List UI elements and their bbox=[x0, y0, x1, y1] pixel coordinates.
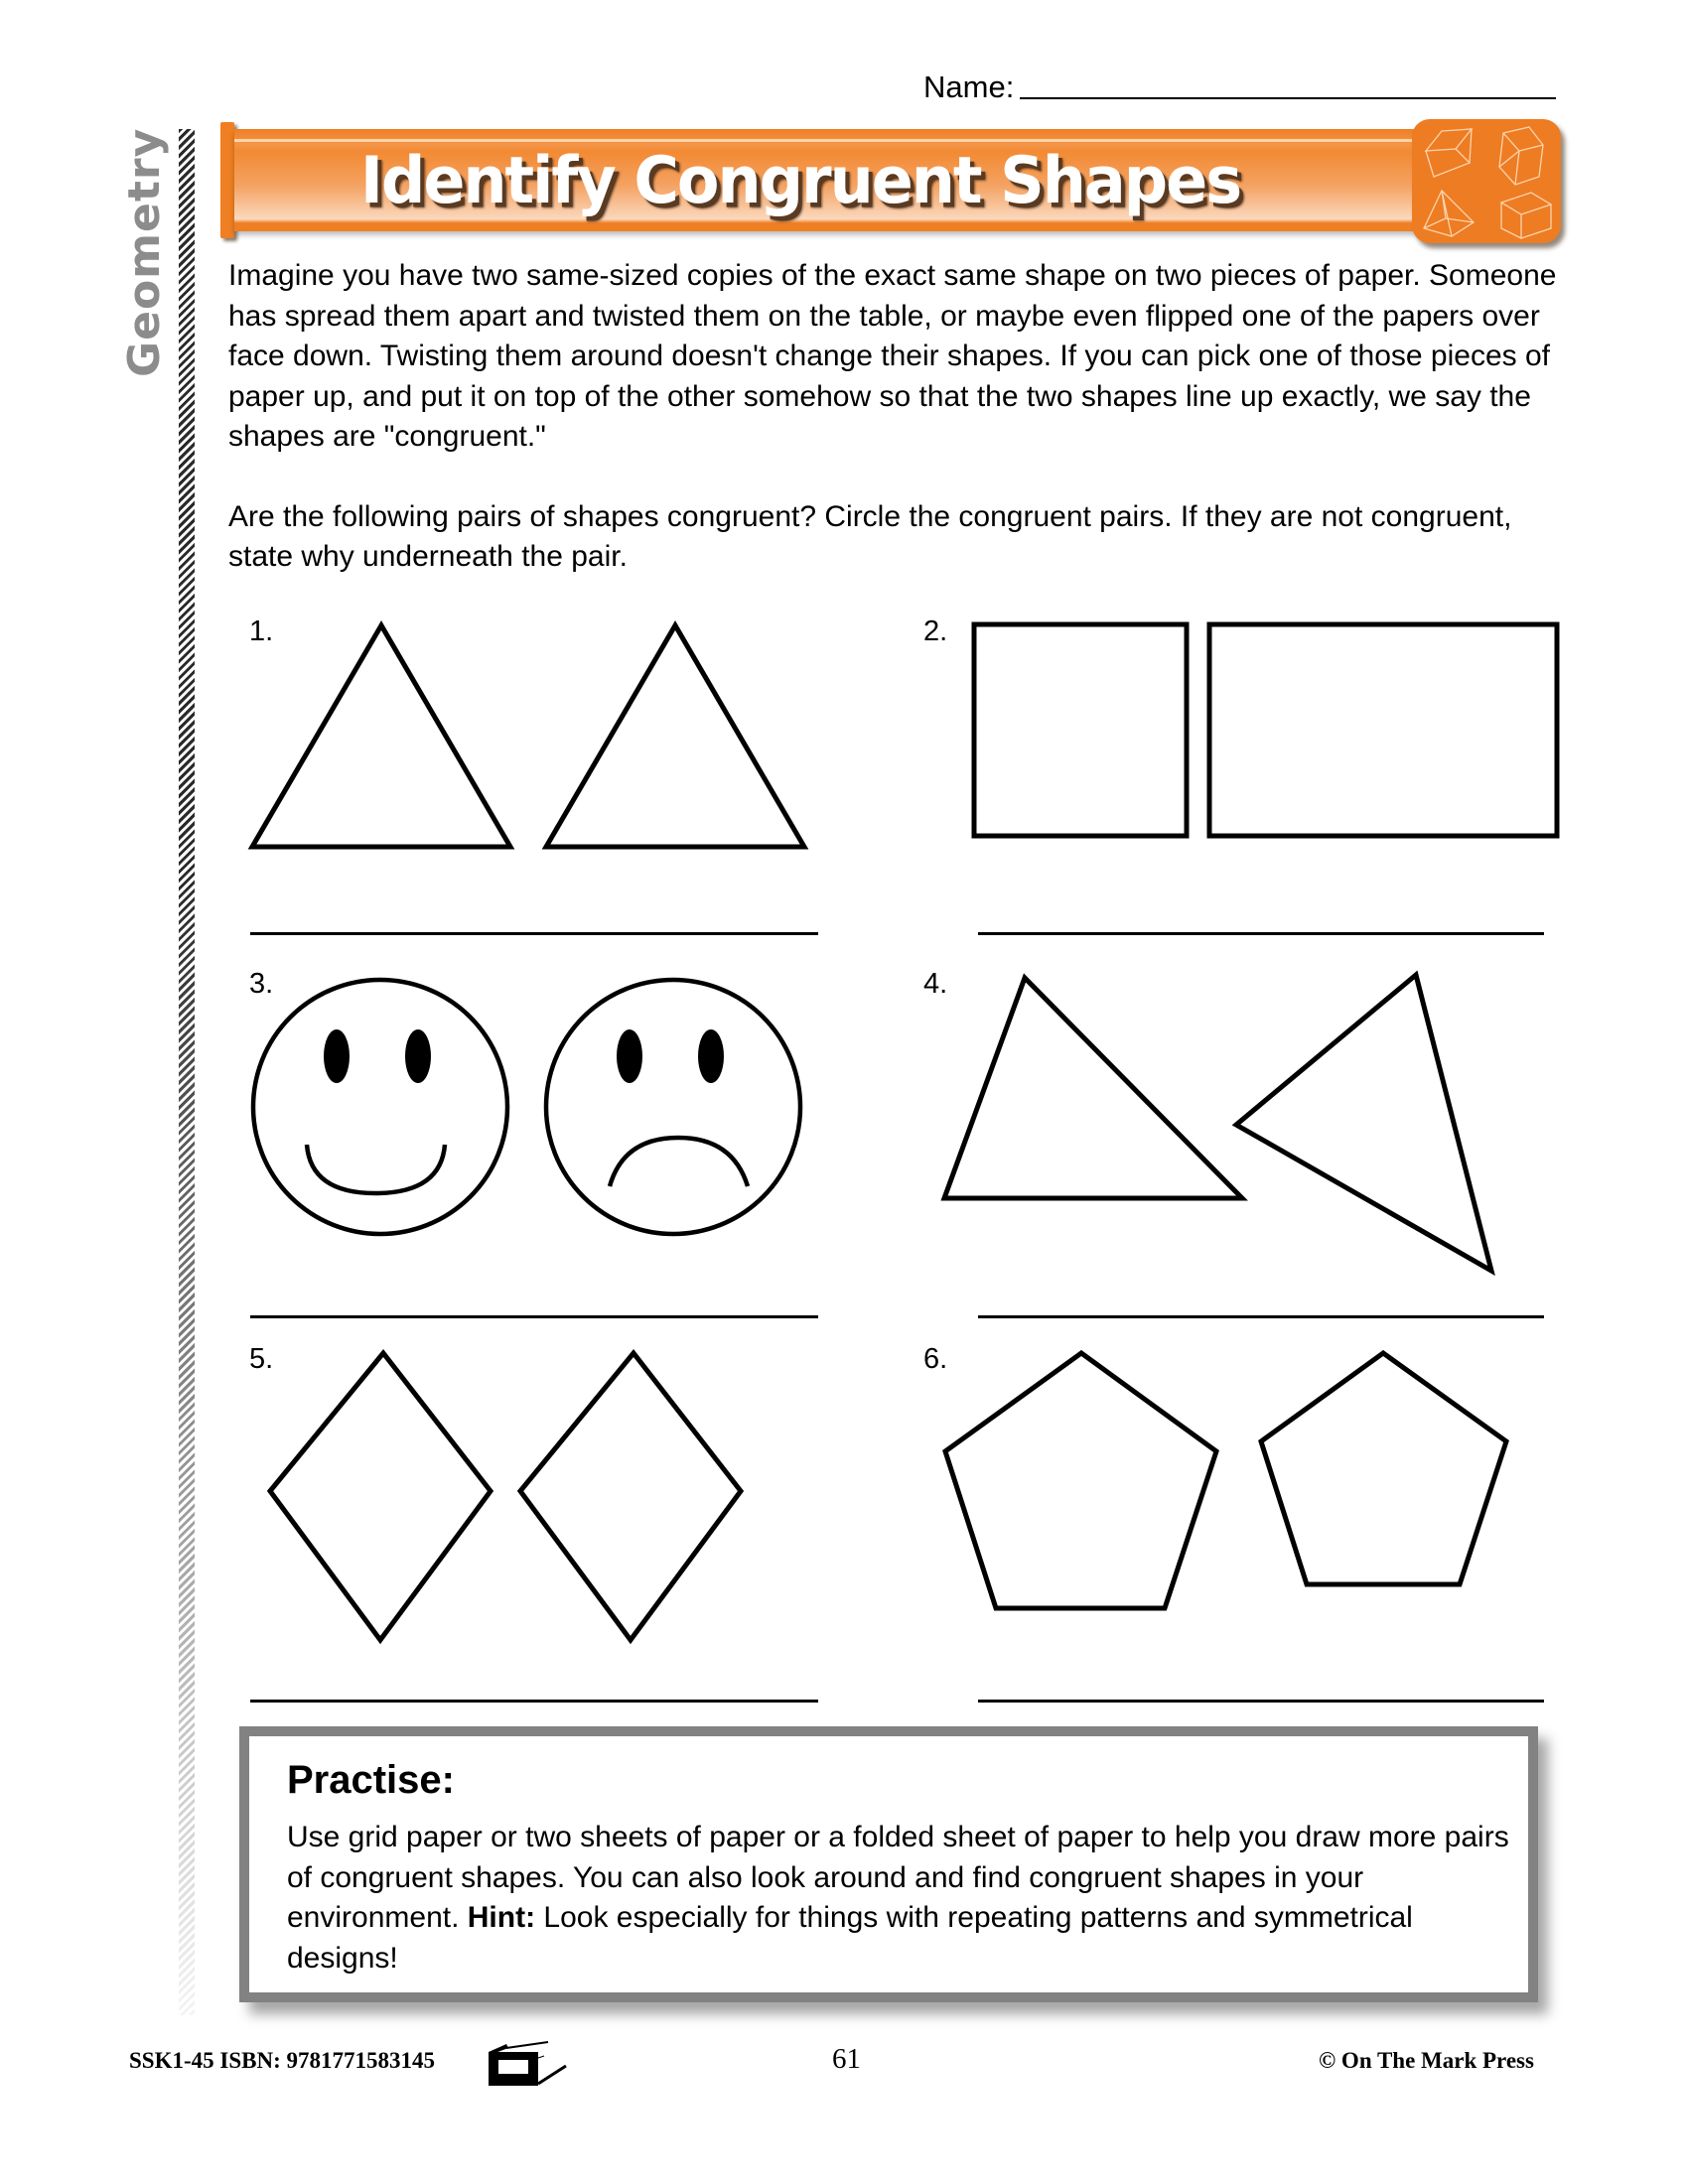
intro-paragraph: Imagine you have two same-sized copies of the exact same shape on two pieces of paper. Someone has spread them apart and twisted them on the table, or maybe even flipped one of the papers over face down. Twisting them around doesn't change their shapes. If you can pick one of those pieces of paper up, and put it on top of the other somehow so that the two shapes line up exactly, we say the shapes are "congruent." bbox=[228, 259, 1557, 453]
frowny-face-icon bbox=[546, 980, 800, 1234]
pentagon-shape bbox=[945, 1353, 1216, 1608]
problem-6-shapes[interactable] bbox=[945, 1353, 1506, 1608]
problem-5-shapes[interactable] bbox=[270, 1353, 741, 1640]
problem-3-shapes[interactable] bbox=[253, 980, 800, 1234]
footer-code: SSK1-45 ISBN: 9781771583145 bbox=[129, 2048, 435, 2073]
answer-line-1[interactable] bbox=[250, 932, 818, 935]
problem-4-shapes[interactable] bbox=[944, 975, 1491, 1271]
practise-text bbox=[287, 1818, 1518, 1979]
answer-line-2[interactable] bbox=[978, 932, 1544, 935]
problem-number-3: 3. bbox=[249, 968, 274, 1000]
triangle-shape bbox=[944, 978, 1242, 1198]
problem-number-4: 4. bbox=[923, 968, 948, 1000]
problem-number-1: 1. bbox=[249, 615, 274, 647]
triangle-shape bbox=[252, 625, 510, 847]
problem-number-5: 5. bbox=[249, 1343, 274, 1375]
answer-line-5[interactable] bbox=[250, 1700, 818, 1703]
pentagon-shape bbox=[1261, 1353, 1506, 1584]
photocopier-icon bbox=[487, 2040, 586, 2090]
name-label: Name: bbox=[923, 69, 1015, 104]
smiley-face-icon bbox=[253, 980, 507, 1234]
practise-text-intro: Use grid paper or two sheets of paper or a folded sheet of paper to help you draw more pairs of congruent shapes. You can also look around and find congruent shapes in your environment. bbox=[287, 1821, 1509, 1934]
answer-line-6[interactable] bbox=[978, 1700, 1544, 1703]
copyright: © On The Mark Press bbox=[1319, 2048, 1534, 2073]
rectangle-shape bbox=[1209, 624, 1557, 836]
subject-label: Geometry bbox=[119, 127, 170, 377]
practise-heading: Practise: bbox=[287, 1758, 455, 1802]
rhombus-shape bbox=[270, 1353, 491, 1640]
problem-1-shapes[interactable] bbox=[252, 625, 804, 847]
problem-2-shapes[interactable] bbox=[974, 624, 1557, 836]
practise-box bbox=[239, 1726, 1538, 2002]
problem-number-6: 6. bbox=[923, 1343, 948, 1375]
answer-line-3[interactable] bbox=[250, 1315, 818, 1318]
problem-number-2: 2. bbox=[923, 615, 948, 647]
hint-label: Hint: bbox=[467, 1901, 536, 1934]
answer-line-4[interactable] bbox=[978, 1315, 1544, 1318]
rhombus-shape bbox=[520, 1353, 741, 1640]
page-title: Identify Congruent Shapes bbox=[359, 142, 1241, 218]
triangle-shape bbox=[1236, 975, 1491, 1271]
triangle-shape bbox=[546, 625, 804, 847]
practise-text-hint: Look especially for things with repeating patterns and symmetrical designs! bbox=[287, 1901, 1413, 1975]
page-number: 61 bbox=[832, 2043, 861, 2075]
square-shape bbox=[974, 624, 1187, 836]
task-paragraph: Are the following pairs of shapes congruent? Circle the congruent pairs. If they are not congruent, state why underneath the pair. bbox=[228, 499, 1512, 573]
